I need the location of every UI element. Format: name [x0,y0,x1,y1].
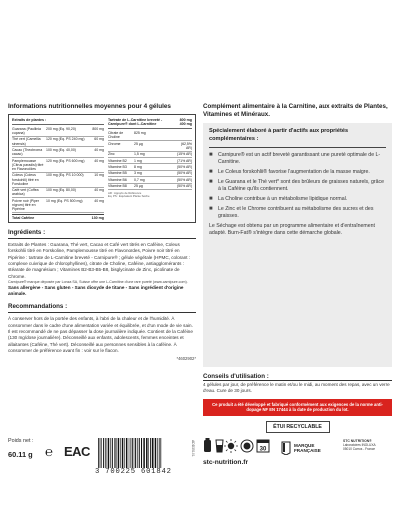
allergens-text: Sans allergène - Sans gluten - Sans dioxyde de titane - Sans ingrédient d'origine animale. [8,285,184,297]
benefit-text: Carnipure® est un actif breveté garantissant une pureté optimale de L-Carnitine. [218,151,381,165]
weight-barcode-area [8,438,198,478]
eac-icon: EAC [64,444,90,459]
marque-francaise: MARQUE FRANÇAISE [294,443,321,454]
nutrient-value: 0,7 mg [134,177,145,182]
nutrition-row [12,198,104,213]
nutrient-name: Vitamine B2 [108,158,127,163]
plate-icon [241,440,253,452]
nutrient-value: 200 mg (Eq. 90,20) [46,126,76,131]
nutrient-value: 25 µg [134,184,143,189]
nutrition-row [12,137,104,148]
usage-icons [203,437,275,453]
benefit-bullet [209,152,386,166]
benefit-bullet [209,179,386,193]
nutrient-value: 3 mg [134,171,142,176]
bullet-square-icon: ■ [209,195,213,202]
recommandations-rule [8,312,196,313]
nutrition-row [108,141,192,152]
nutrient-ajr: 60 mg [94,137,104,142]
nutrient-name: Vitamine B6 [108,177,127,182]
right-column [203,103,392,433]
benefits-box [203,123,392,367]
nutrient-name: Chrome [108,141,121,146]
carnitine-header-value: 800 mg 400 mg [179,118,192,127]
bullet-square-icon: ■ [209,151,213,158]
nutrient-name: Pamplemousse (Citrus paradisi) titré en Flavonoïdes [12,158,44,171]
nutrient-value: 100 mg (Eq. 80,00) [46,188,76,193]
svg-text:30: 30 [259,446,267,453]
nutrient-ajr: (50% AR) [177,164,192,169]
glass-icon [216,440,223,452]
nutrient-name: Citrate de Choline [108,131,124,140]
benefit-bullet [209,206,386,220]
vertical-code: ADD35101 [191,440,195,457]
nutrient-ajr: (50% AR) [177,184,192,189]
nutrient-ajr: (71% AR) [177,158,192,163]
recyclable-badge: ÉTUI RECYCLABLE [266,421,330,433]
bullet-square-icon: ■ [209,205,213,212]
nutrient-name: Vitamine B8 [108,184,127,189]
website-url: stc-nutrition.fr [203,459,249,466]
product-intro: Complément alimentaire à la Carnitine, aux extraits de Plantes, Vitamines et Minéraux. [203,103,388,119]
nutrient-value: 1,5 mg [134,152,145,157]
nutrient-value: 120 mg (Eq. PS 240 mg) [46,137,85,142]
nutrient-ajr: (15% AR) [177,152,192,157]
lab-info [343,439,393,451]
bullet-square-icon: ■ [209,168,213,175]
nutrient-name: Cacao (Theobroma cacao) [12,147,43,157]
caffeine-total-value: 130 mg [91,215,104,220]
nutrient-ajr: 40 mg [94,188,104,193]
lab-title: STC NUTRITION® [343,439,372,443]
benefits-closing: Le Séchage est obtenu par un programme alimentaire et d'entraînement adapté. Burn-Fat® s'intègre dans cette démarche globale. [209,222,375,236]
nutrition-table [8,114,196,223]
nutrient-value: 1 mg [134,158,142,163]
nutrition-row [108,184,192,190]
nutrition-row [12,173,104,188]
nutrient-ajr: 800 mg [92,126,104,131]
ajr-note: AR : Apports de Référence Eq. PS : Équivalent Plante Sèche [108,190,150,199]
nutrient-value: 100 mg (Eq. 40,00) [46,147,76,152]
recommandations-title: Recommandations : [8,303,68,311]
sun-icon [224,439,238,453]
weight-label: Poids net : [8,438,34,444]
lab-address: Laboratoires INOLUXA 05010 Carros - France [343,443,376,451]
carnipure-note: Carnipure® marque déposée par Lonza SA, Suisse offre une L-Carnitine d'une rare pureté (www.carnipure.com). [8,280,188,285]
benefit-text: Le Guarana et le Thé vert* sont des brûleurs de graisses naturels, grâce à la Caféine qu'ils contiennent. [218,178,384,192]
benefits-title: Spécialement élaboré à partir d'actifs aux propriétés complémentaires : [209,128,349,142]
conseils-rule [203,380,392,381]
conseils-title: Conseils d'utilisation : [203,373,269,381]
france-flag-icon [281,441,291,455]
nutrient-name: Zinc [108,152,115,157]
lot-code: *4602902* [176,355,196,361]
nutrient-value: 825 mg [134,131,146,135]
conseils-text: 4 gélules par jour, de préférence le matin et/ou le midi, au moment des repas, avec un verre d'eau. Cure de 30 jours. [203,382,390,394]
nutrient-ajr: (62,5% AR) [180,141,192,150]
calendar-icon [257,440,269,453]
bullet-square-icon: ■ [209,178,213,185]
nutrient-name: Coleus (Coleus forskohlii) titré en Forskoline [12,173,39,186]
nutrient-ajr: 40 mg [94,158,104,163]
bottle-icon [204,438,211,452]
nutrient-name: Café vert (Coffea arabica) [12,188,39,197]
antidoping-banner: Ce produit a été développé et fabriqué conformément aux exigences de la norme anti-dopage NF EN 17444 à la date de production du lot. [203,399,392,416]
nutrition-row [12,158,104,173]
nutrient-ajr: 40 mg [94,147,104,152]
carnitine-header-label: Tartrate de L-Carnitine breveté - Carnipure® dont L-Carnitine [108,118,163,127]
nutrient-value: 120 mg (Eq. PS 600 mg) [46,158,85,163]
nutrient-name: Guarana (Paullinia cupana) [12,126,41,135]
nutrition-right-col [108,118,192,220]
nutrient-value: 25 µg [134,141,143,146]
benefit-text: Le Zinc et le Chrome contribuent au métabolisme des sucres et des graisses. [218,205,374,219]
nutrient-ajr: (50% AR) [177,171,192,176]
logos-area [203,437,392,471]
carnitine-header [108,118,192,129]
nutrient-ajr [176,131,192,139]
benefit-bullet [209,169,386,176]
benefit-text: Le Coleus forskohlii® favorise l'augmentation de la masse maigre. [218,168,370,175]
nutrient-ajr: (50% AR) [177,177,192,182]
benefit-text: La Choline contribue à un métabolisme lipidique normal. [218,195,348,202]
nutrient-ajr: 40 mg [94,198,104,203]
ingredients-title: Ingrédients : [8,228,46,236]
nutrient-value: 10 mg (Eq. PS 500 mg) [46,198,83,203]
nutrient-name: Vitamine B5 [108,171,127,176]
weight-value: 60.11 g [8,450,33,459]
nutrient-value: 8 mg [134,164,142,169]
left-column [8,103,196,361]
nutrition-left-header: Extraits de plantes : [12,118,104,125]
nutrition-title: Informations nutritionnelles moyennes pour 4 gélules [8,103,171,110]
nutrition-left-col [12,118,104,220]
nutrition-row [12,188,104,199]
ingredients-rule [8,238,196,239]
nutrient-value: 100 mg (Eq. PS 10 000) [46,173,84,178]
recommandations-text: À conserver hors de la portée des enfants, à l'abri de la chaleur et de l'humidité. À consommer dans le cadre d'une alimentation variée et équilibrée, et d'un mode de vie sain. Il est recommandé de ne pas dépasser la dose journalière indiquée. Contient de la Caféine (130 mg/dose journalière). Déconseillé aux enfants, adolescents, femmes enceintes et allaitantes (Caféine, Thé vert). Déconseillé aux personnes sensibles à la caféine. À consommer de préférence avant fin : voir sur le flacon. [8,316,193,354]
caffeine-total-label: Total Caféine [12,215,35,220]
nutrition-row [108,130,192,141]
ingredients-text: Extraits de Plantes : Guarana, Thé vert, Cacao et Café vert titrés en Caféine, Coleus forskohlii titré en Forskoline, Pamplemousse titré en Flavonoïdes, Poivre noir titré en Pipérine : tartrate de L-Carnitine breveté - Carnipure® ; gélule végétale (HPMC, colorant : complexe cuivrique de chlorophyllines), citrate de Choline, Caféine, antiagglomérants : stéarate de magnésium ; Vitamines B2-B3-B5-B8, bisglycinate de Zinc, picolinate de Chrome. [8,241,191,279]
benefit-bullet [209,196,386,203]
estimated-e-icon: ℮ [45,445,53,460]
nutrient-name: Thé vert (Camellia sinensis) [12,137,41,146]
barcode-number: 3 700225 601842 [95,468,172,476]
nutrient-name: Poivre noir (Piper nigrum) titré en Pipérine [12,198,40,212]
nutrient-ajr: 10 mg [94,173,104,178]
nutrition-row [12,126,104,137]
nutrient-name: Vitamine B3 [108,164,127,169]
nutrition-row [12,147,104,158]
benefits-rule [209,147,386,148]
caffeine-total-row [12,214,104,220]
